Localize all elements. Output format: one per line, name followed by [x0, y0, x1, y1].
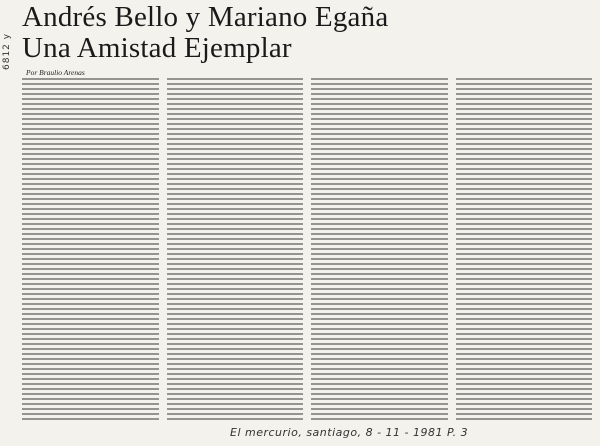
article-body-columns	[22, 78, 592, 423]
body-column-1	[22, 78, 159, 423]
clipping-source-handwritten: El mercurio, santiago, 8 - 11 - 1981 P. 3	[230, 426, 469, 439]
body-column-4	[456, 78, 593, 423]
body-column-2	[167, 78, 304, 423]
body-column-3	[311, 78, 448, 423]
headline-line-1: Andrés Bello y Mariano Egaña	[22, 1, 389, 33]
margin-handwritten-note: 6812 y	[2, 32, 12, 70]
headline-line-2: Una Amistad Ejemplar	[22, 32, 292, 64]
article-byline: Por Braulio Arenas	[26, 68, 85, 77]
article-headline	[22, 2, 582, 64]
